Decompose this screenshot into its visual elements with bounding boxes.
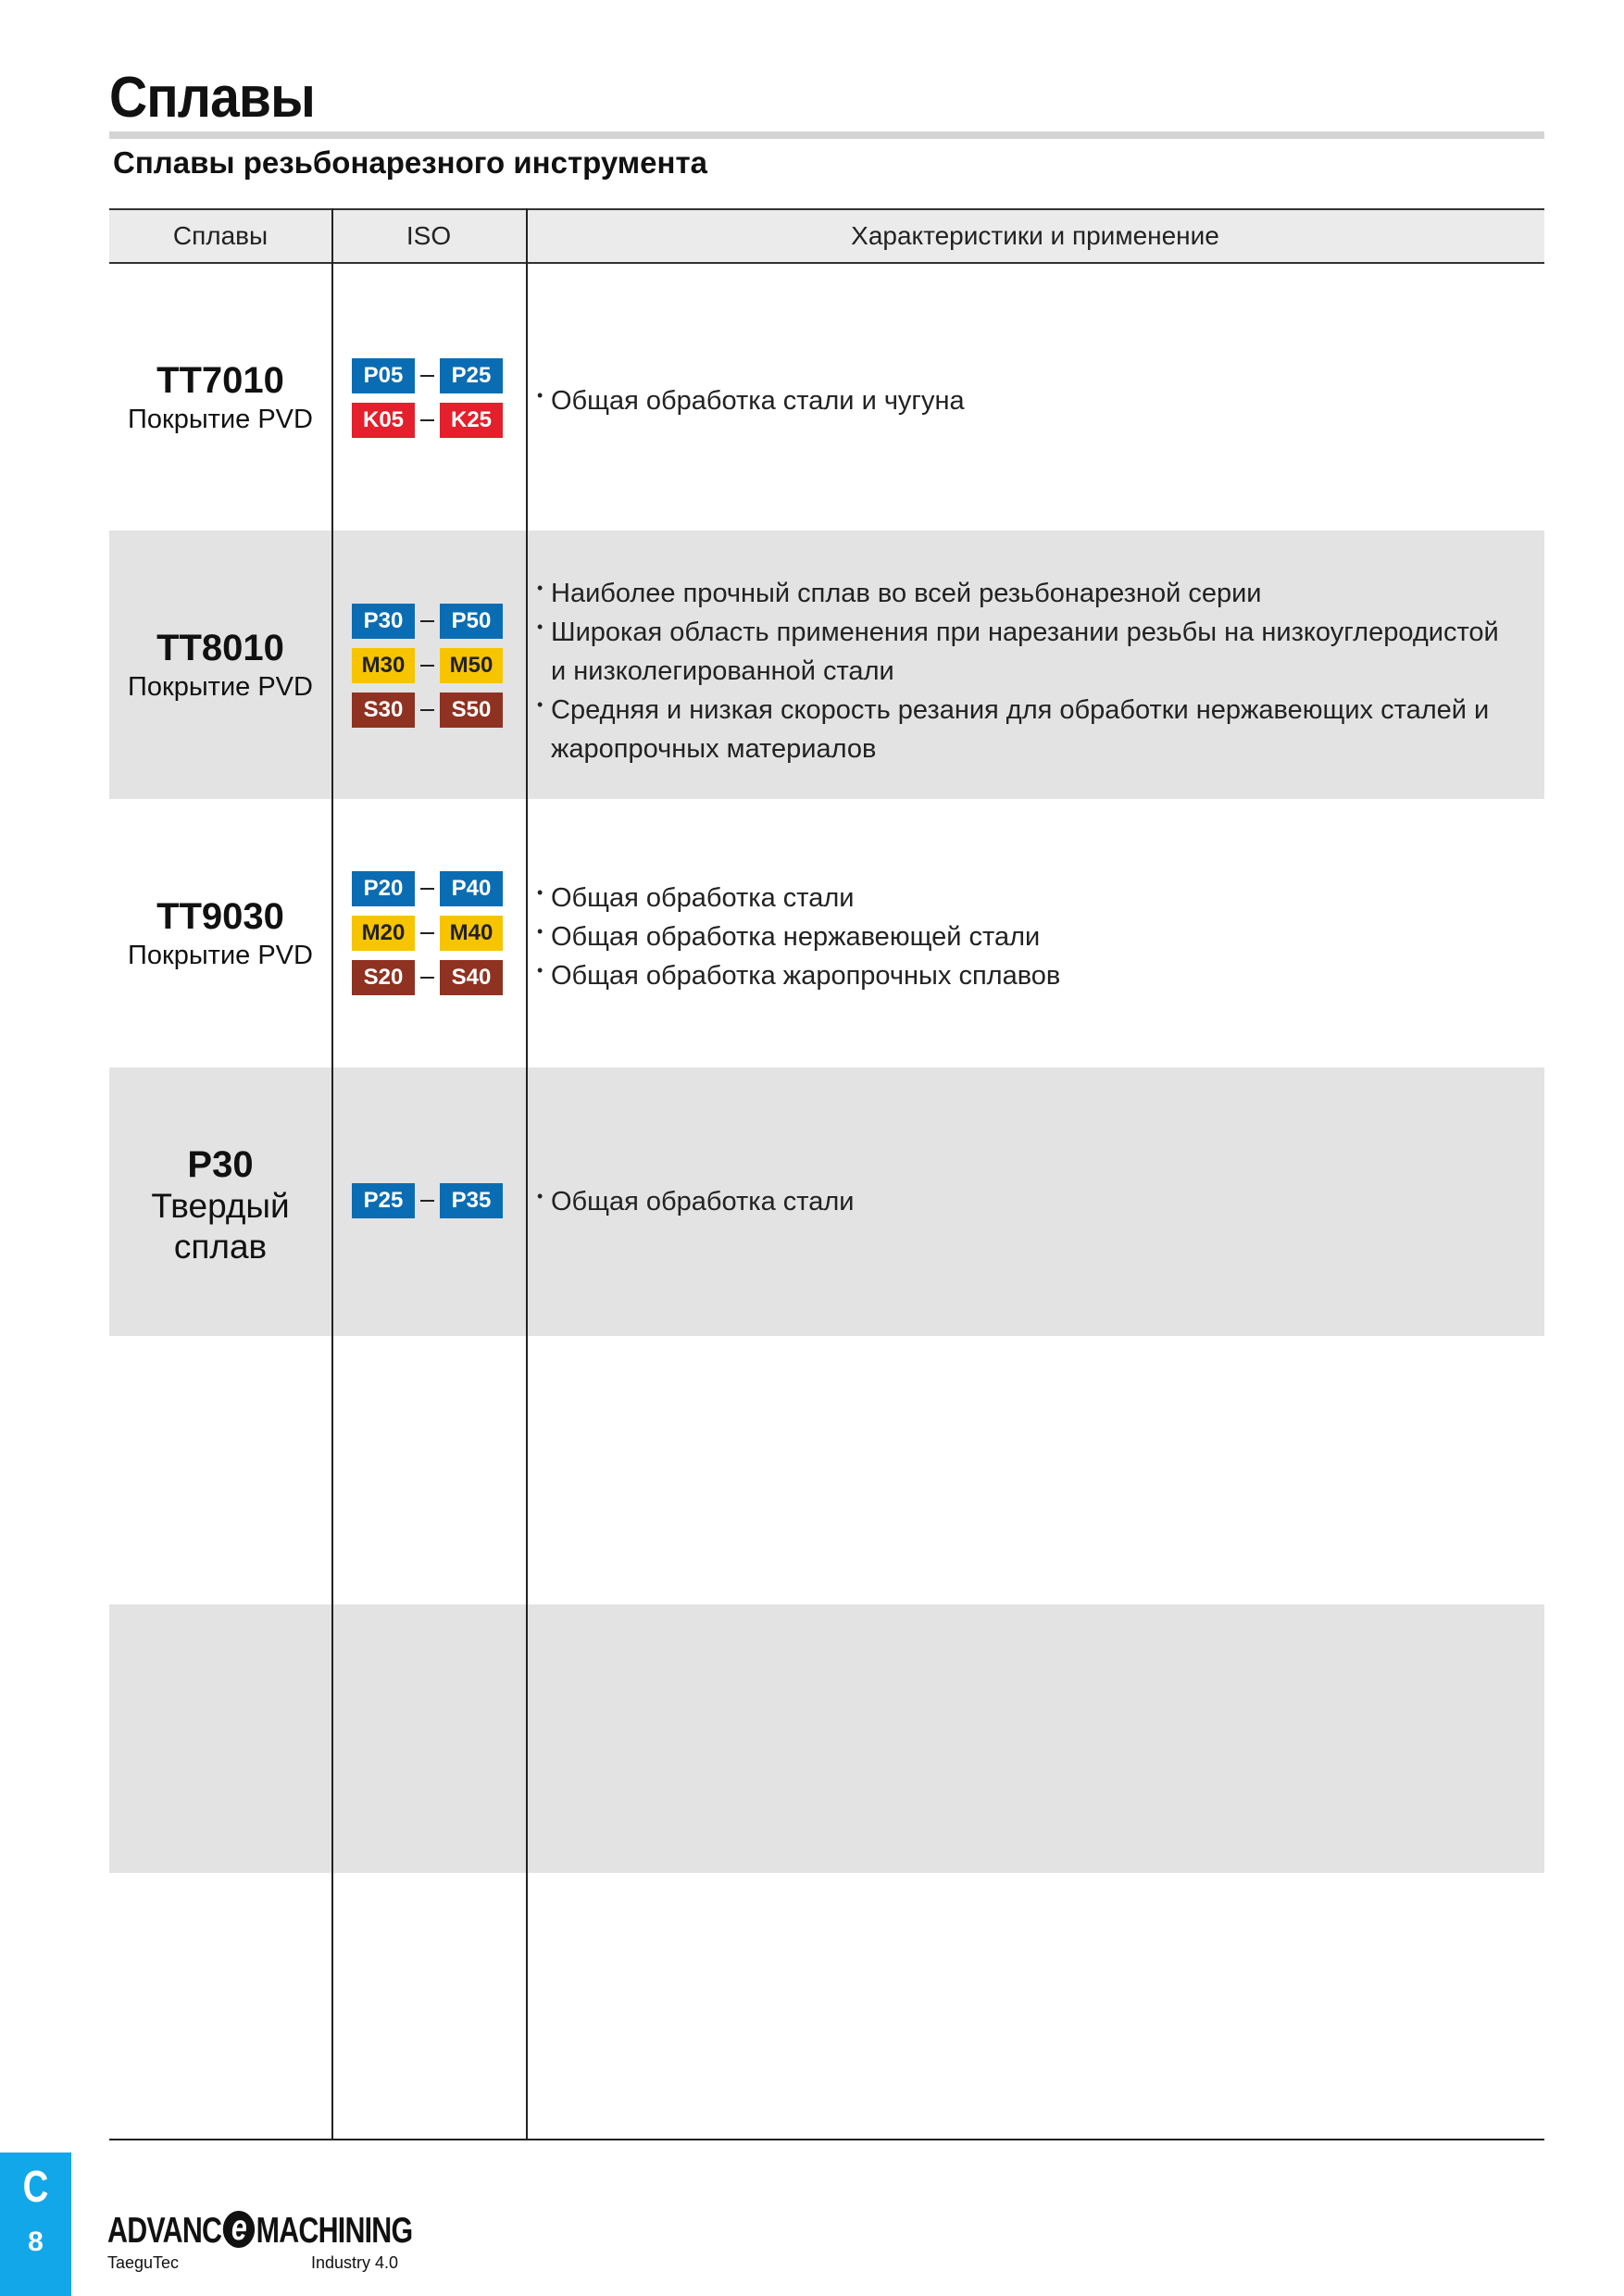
- iso-badge-from: P20: [352, 871, 415, 906]
- range-dash: [420, 932, 434, 934]
- iso-badge-from: P05: [352, 358, 415, 393]
- column-divider: [331, 208, 333, 2139]
- column-divider: [526, 208, 528, 2139]
- iso-range: [352, 916, 509, 960]
- bullet-item: • Средняя и низкая скорость резания для обработки нержавеющих сталей и жаропрочных материалов: [535, 691, 1517, 768]
- iso-range: [352, 358, 509, 403]
- page-number: 8: [28, 2227, 44, 2257]
- chapter-tab: [0, 2152, 71, 2296]
- iso-range: [352, 403, 509, 447]
- logo-word-left: ADVANC: [107, 2211, 222, 2251]
- grade-cell: [109, 895, 331, 973]
- range-dash: [420, 888, 434, 890]
- iso-badge-to: P35: [440, 1183, 503, 1218]
- header-grade: Сплавы: [172, 221, 269, 250]
- grade-coating: Покрытие PVD: [128, 672, 313, 702]
- bullet-item: • Общая обработка стали и чугуна: [535, 381, 1517, 420]
- grade-coating: Покрытие PVD: [128, 405, 313, 434]
- iso-badge-to: K25: [440, 403, 503, 438]
- iso-badge-to: M40: [440, 916, 503, 951]
- characteristics-cell: [535, 574, 1517, 768]
- grade-name: TT8010: [156, 628, 284, 668]
- iso-ranges: [352, 1183, 509, 1228]
- grade-type-line: Твердый: [151, 1187, 290, 1225]
- iso-badge-to: S50: [440, 693, 503, 728]
- header-characteristics: Характеристики и применение: [851, 221, 1219, 250]
- iso-badge-to: P40: [440, 871, 503, 906]
- header-iso: ISO: [406, 221, 452, 250]
- range-dash: [420, 665, 434, 667]
- bullet-item: • Общая обработка жаропрочных сплавов: [535, 956, 1517, 995]
- brand-logo: [107, 2208, 437, 2276]
- alloys-table: [109, 208, 1544, 2140]
- range-dash: [420, 620, 434, 622]
- range-dash: [420, 375, 434, 377]
- grade-coating: Покрытие PVD: [128, 941, 313, 970]
- characteristics-cell: [535, 1182, 1517, 1221]
- iso-badge-from: S20: [352, 960, 415, 995]
- iso-range: [352, 648, 509, 693]
- table-bottom-rule: [109, 2139, 1544, 2140]
- bullet-item: • Широкая область применения при нарезании резьбы на низкоуглеродистой и низколегированной стали: [535, 613, 1517, 691]
- grade-name: P30: [187, 1144, 254, 1185]
- iso-range: [352, 693, 509, 737]
- iso-ranges: [352, 358, 509, 447]
- iso-badge-from: P30: [352, 604, 415, 639]
- iso-badge-to: S40: [440, 960, 503, 995]
- grade-cell: [109, 359, 331, 437]
- iso-ranges: [352, 871, 509, 1004]
- logo-wordmark: [107, 2208, 413, 2252]
- logo-e-icon: e: [223, 2211, 255, 2248]
- iso-range: [352, 960, 509, 1004]
- iso-badge-to: M50: [440, 648, 503, 683]
- iso-badge-from: P25: [352, 1183, 415, 1218]
- iso-badge-from: S30: [352, 693, 415, 728]
- bullet-item: • Общая обработка нержавеющей стали: [535, 917, 1517, 956]
- iso-ranges: [352, 604, 509, 737]
- logo-tagline: Industry 4.0: [311, 2253, 399, 2272]
- iso-badge-from: M30: [352, 648, 415, 683]
- range-dash: [420, 977, 434, 979]
- title-rule: [109, 131, 1544, 139]
- bullet-item: • Наиболее прочный сплав во всей резьбонарезной серии: [535, 574, 1517, 613]
- characteristics-cell: [535, 879, 1517, 995]
- iso-range: [352, 604, 509, 648]
- range-dash: [420, 709, 434, 711]
- bullet-item: • Общая обработка стали: [535, 879, 1517, 917]
- table-row-shaded: [109, 1604, 1544, 1873]
- grade-cell: [109, 627, 331, 705]
- logo-word-right: MACHINING: [256, 2211, 413, 2251]
- grade-name: TT9030: [156, 896, 284, 937]
- chapter-letter: C: [22, 2163, 49, 2212]
- iso-range: [352, 1183, 509, 1228]
- bullet-item: • Общая обработка стали: [535, 1182, 1517, 1221]
- section-title: Сплавы резьбонарезного инструмента: [113, 145, 707, 180]
- grade-type-line: сплав: [173, 1228, 268, 1266]
- page-title: Сплавы: [109, 66, 315, 130]
- iso-badge-from: K05: [352, 403, 415, 438]
- characteristics-cell: [535, 381, 1517, 420]
- logo-company: TaeguTec: [107, 2253, 180, 2272]
- iso-badge-to: P25: [440, 358, 503, 393]
- grade-name: TT7010: [156, 360, 284, 401]
- iso-range: [352, 871, 509, 916]
- grade-cell: [109, 1143, 331, 1267]
- iso-badge-from: M20: [352, 916, 415, 951]
- iso-badge-to: P50: [440, 604, 503, 639]
- table-header: [109, 208, 1544, 264]
- range-dash: [420, 419, 434, 421]
- range-dash: [420, 1200, 434, 1202]
